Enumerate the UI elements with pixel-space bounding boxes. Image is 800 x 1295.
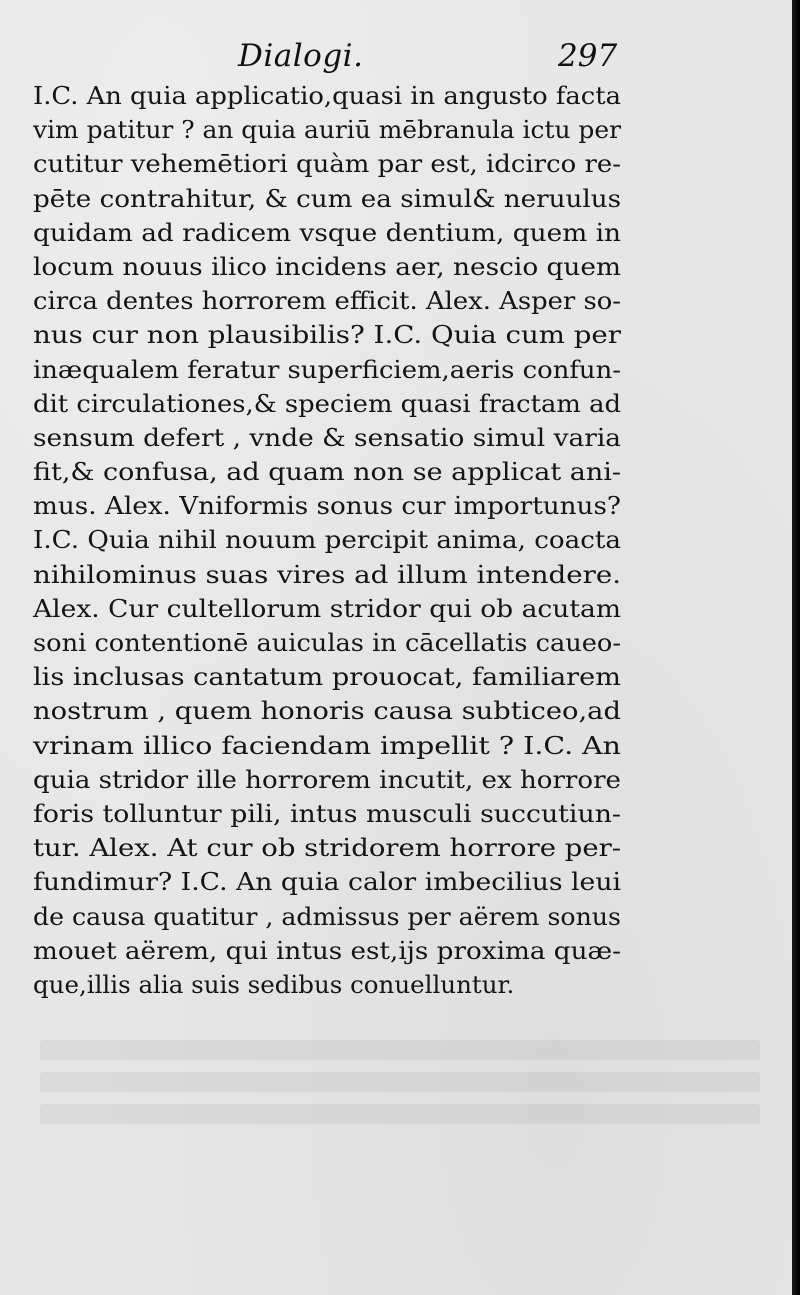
text-line: lis inclusas cantatum prouocat, familiarem [33,662,621,692]
text-line: soni contentionē auiculas in cācellatis caueo- [33,628,621,657]
text-line: tur. Alex. At cur ob stridorem horrore per- [33,833,622,863]
text-line: quia stridor ille horrorem incutit, ex horrore [33,764,621,794]
page-number: 297 [558,38,618,74]
text-line: inæqualem feratur superficiem,aeris confun- [33,354,621,384]
text-line: nihilominus suas vires ad illum intendere. [33,559,622,589]
text-line: I.C. An quia applicatio,quasi in angusto facta [33,81,621,110]
text-line: dit circulationes,& speciem quasi fractam ad [33,388,622,418]
text-line: sensum defert , vnde & sensatio simul varia [33,422,622,452]
text-line: mouet aërem, qui intus est,ijs proxima quæ- [33,935,621,965]
text-line: fundimur? I.C. An quia calor imbecilius leui [33,867,622,897]
running-title: Dialogi. [238,38,364,74]
text-line: nus cur non plausibilis? I.C. Quia cum per [33,320,621,350]
text-line: foris tolluntur pili, intus musculi succutiun- [33,798,621,828]
text-line: I.C. Quia nihil nouum percipit anima, coacta [33,525,622,555]
text-line: vim patitur ? an quia auriū mēbranula ictu per [33,115,622,145]
text-line: quidam ad radicem vsque dentium, quem in [33,217,621,247]
body-text [33,79,622,1002]
text-line: cutitur vehemētiori quàm par est, idcirco re- [33,149,621,179]
text-line: mus. Alex. Vniformis sonus cur importunus? [33,491,621,521]
text-line: vrinam illico faciendam impellit ? I.C. An [33,730,621,760]
bleed-through-shadow [40,1040,760,1160]
text-line: que,illis alia suis sedibus conuelluntur. [33,969,515,999]
page-edge-shadow [792,0,800,1295]
text-line: Alex. Cur cultellorum stridor qui ob acutam [33,593,621,623]
text-line: pēte contrahitur, & cum ea simul& neruulus [33,183,622,213]
text-line: circa dentes horrorem efficit. Alex. Asper so- [33,286,622,316]
text-line: de causa quatitur , admissus per aërem sonus [33,901,621,931]
text-line: nostrum , quem honoris causa subticeo,ad [33,696,621,726]
text-line: locum nouus ilico incidens aer, nescio quem [33,251,621,281]
text-line: fit,& confusa, ad quam non se applicat ani- [33,457,621,487]
